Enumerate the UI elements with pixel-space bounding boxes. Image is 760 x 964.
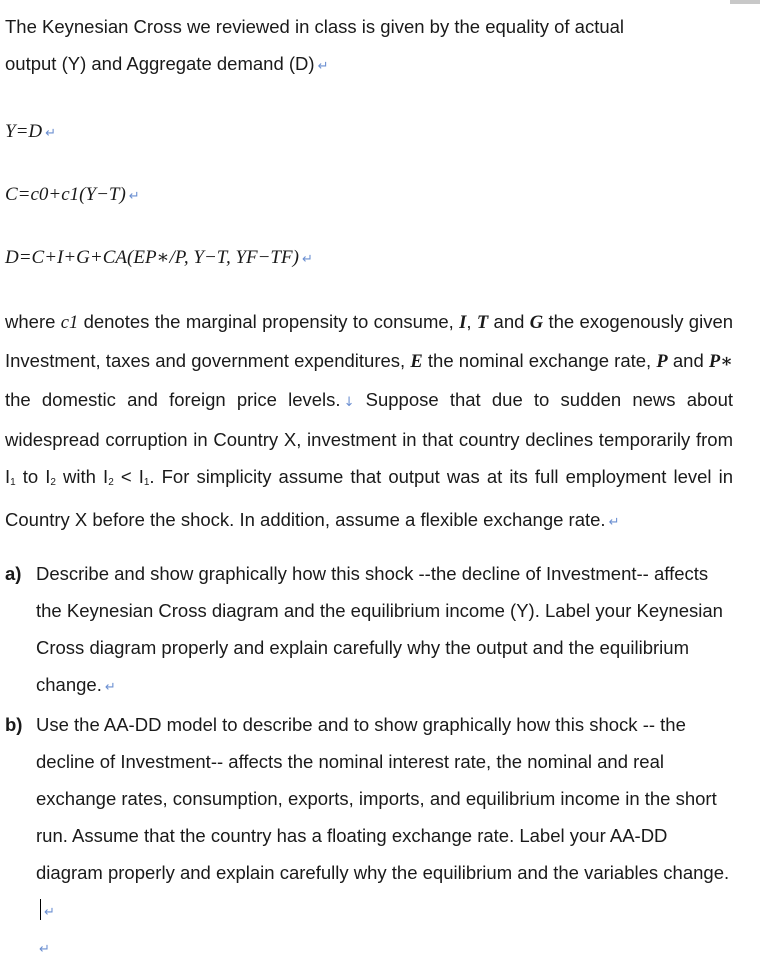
- equation-consumption: C=c0+c1(Y−T) ↵: [5, 184, 140, 205]
- paragraph-definitions: where c1 denotes the marginal propensity to consume, I, T and G the exogenously given Investment, taxes and government expenditures, E the nominal exchange rate, P and P∗ the domestic and foreign price levels. ↓ Suppose that due to sudden news about widespread corruption in Country X, investment in that country declines temporarily from $I_1$ to $I_2$ with $I_2 < I_1$. For simplicity assume that output was at its full employment level in Country X before the shock. In addition, assume a flexible exchange rate. ↵: [5, 311, 734, 530]
- paragraph-mark-icon: ↵: [608, 515, 620, 530]
- paragraph-mark-icon: ↵: [301, 252, 313, 267]
- paragraph-mark-icon: ↵: [317, 59, 329, 74]
- paragraph-mark-icon: ↵: [104, 680, 116, 695]
- document-page: [5, 8, 733, 962]
- paragraph-mark-icon: ↵: [45, 126, 57, 141]
- question-a-label: a): [5, 563, 22, 584]
- empty-paragraph: [5, 935, 733, 962]
- question-b-text[interactable]: Use the AA-DD model to describe and to show graphically how this shock -- the decline of Investment-- affects the nominal interest rate, the nominal and real exchange rates, consumption, exports, imports, and equilibrium income in the short run. Assume that the country has a floating exchange rate. Label your AA-DD diagram properly and explain carefully why the equilibrium and the variables change.↵: [36, 714, 730, 920]
- equation-y-equals-d: Y=D ↵: [5, 121, 57, 142]
- question-a-text: Describe and show graphically how this shock --the decline of Investment-- affects the Keynesian Cross diagram and the equilibrium income (Y). Label your Keynesian Cross diagram properly and explain carefully why the output and the equilibrium change. ↵: [36, 563, 723, 695]
- paragraph-mark-icon: ↵: [39, 942, 50, 957]
- question-a: [5, 555, 733, 706]
- paragraph-mark-icon: ↵: [44, 905, 55, 920]
- intro-line-1: The Keynesian Cross we reviewed in class is given by the equality of actual: [5, 16, 625, 37]
- intro-line-2: output (Y) and Aggregate demand (D) ↵: [5, 53, 329, 74]
- scrollbar-thumb[interactable]: [730, 0, 760, 4]
- text-cursor: [40, 899, 41, 920]
- question-b: [5, 706, 733, 931]
- question-b-label: b): [5, 714, 23, 735]
- down-arrow-icon: ↓: [343, 395, 355, 410]
- equation-aggregate-demand: D=C+I+G+CA(EP∗/P, Y−T, YF−TF) ↵: [5, 247, 313, 268]
- paragraph-mark-icon: ↵: [128, 189, 140, 204]
